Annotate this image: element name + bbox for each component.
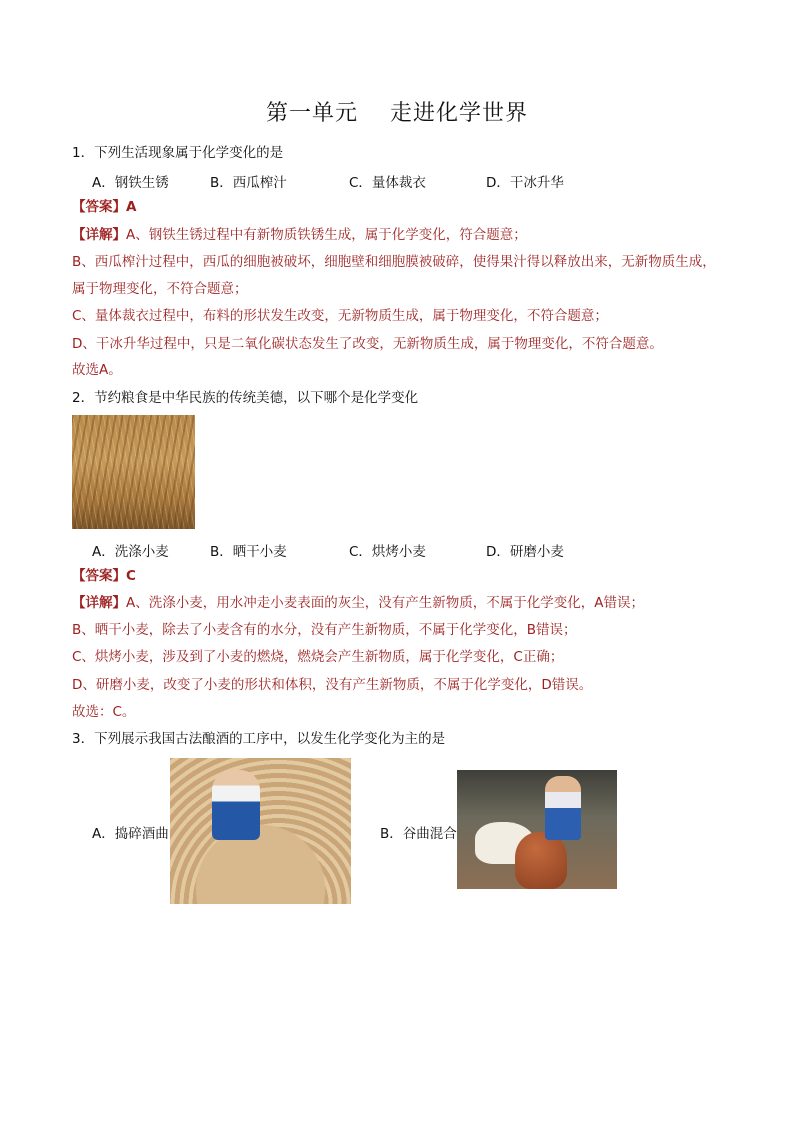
- q1-detail-2a: B、西瓜榨汁过程中，西瓜的细胞被破坏，细胞壁和细胞膜被破碎，使得果汁得以释放出来，无新物质生成，: [72, 254, 716, 270]
- q2-option-c: C．烘烤小麦: [349, 544, 426, 560]
- q1-answer: 【答案】A: [72, 199, 137, 215]
- q2-option-b: B．晒干小麦: [210, 544, 287, 560]
- q2-option-a: A．洗涤小麦: [92, 544, 169, 560]
- q2-answer: 【答案】C: [72, 568, 136, 584]
- mixing-grain-photo: [457, 770, 617, 889]
- q2-detail-3: C、烘烤小麦，涉及到了小麦的燃烧，燃烧会产生新物质，属于化学变化，C正确；: [72, 649, 564, 665]
- q1-option-c: C．量体裁衣: [349, 175, 426, 191]
- q2-detail-4: D、研磨小麦，改变了小麦的形状和体积，没有产生新物质，不属于化学变化，D错误。: [72, 677, 593, 693]
- q1-detail-1: [72, 226, 527, 244]
- q1-option-b: B．西瓜榨汁: [210, 175, 287, 191]
- q2-detail-label: 【详解】: [72, 595, 126, 611]
- q3-option-a: A．捣碎酒曲: [92, 826, 169, 842]
- worker-figure: [212, 770, 260, 840]
- page-title: 第一单元 走进化学世界: [266, 101, 528, 126]
- q3-option-b: B．谷曲混合: [380, 826, 457, 842]
- q1-detail-label: 【详解】: [72, 227, 126, 243]
- q2-stem: 2．节约粮食是中华民族的传统美德，以下哪个是化学变化: [72, 390, 419, 406]
- q2-detail-2: B、晒干小麦，除去了小麦含有的水分，没有产生新物质，不属于化学变化，B错误；: [72, 622, 577, 638]
- q1-option-a: A．钢铁生锈: [92, 175, 169, 191]
- q1-detail-1-text: A、钢铁生锈过程中有新物质铁锈生成，属于化学变化，符合题意；: [126, 227, 527, 243]
- q1-detail-3: C、量体裁衣过程中，布料的形状发生改变，无新物质生成，属于物理变化，不符合题意；: [72, 308, 608, 324]
- q3-stem: 3．下列展示我国古法酿酒的工序中，以发生化学变化为主的是: [72, 731, 446, 747]
- q1-stem: 1．下列生活现象属于化学变化的是: [72, 145, 284, 161]
- wheat-image: [72, 415, 195, 529]
- q1-conclusion: 故选A。: [72, 362, 122, 378]
- q1-option-d: D．干冰升华: [486, 175, 564, 191]
- q2-detail-1: [72, 594, 644, 612]
- q1-detail-4: D、干冰升华过程中，只是二氧化碳状态发生了改变，无新物质生成，属于物理变化，不符合题意。: [72, 336, 663, 352]
- q2-detail-1-text: A、洗涤小麦，用水冲走小麦表面的灰尘，没有产生新物质，不属于化学变化，A错误；: [126, 595, 644, 611]
- jar-figure: [515, 832, 567, 889]
- worker-figure: [545, 776, 581, 840]
- q2-conclusion: 故选：C。: [72, 704, 136, 720]
- crushing-yeast-photo: [170, 758, 351, 904]
- q2-option-d: D．研磨小麦: [486, 544, 564, 560]
- q1-detail-2b: 属于物理变化，不符合题意；: [72, 281, 248, 297]
